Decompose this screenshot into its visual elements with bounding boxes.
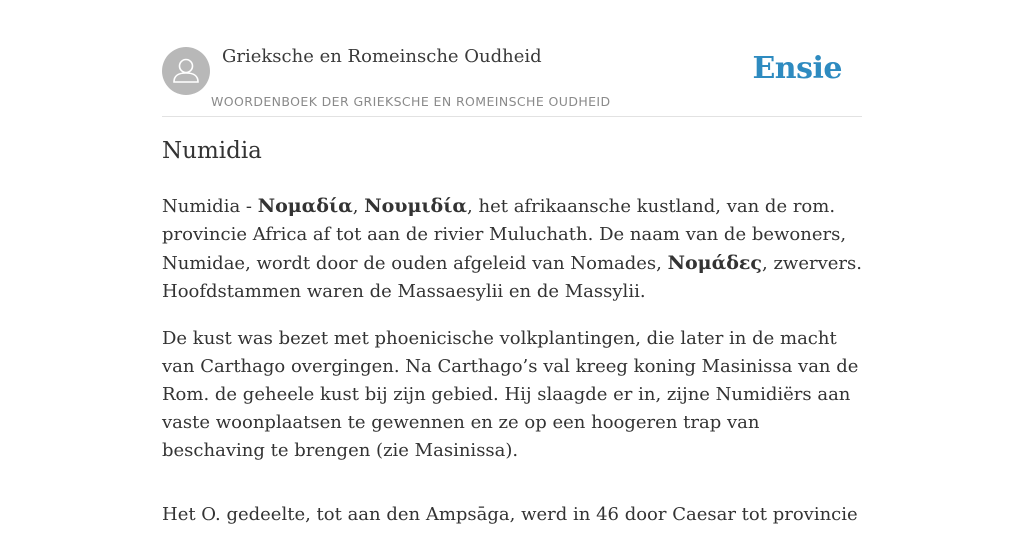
header	[162, 0, 862, 117]
entry-body	[162, 192, 862, 548]
entry-paragraph: De kust was bezet met phoenicische volkplantingen, die later in de macht van Carthago overgingen. Na Carthago’s val kreeg koning Masinissa van de Rom. de geheele kust bij zijn gebied. Hij slaagde er in, zijne Numidiërs aan vaste woonplaatsen te gewennen en ze op een hoogeren trap van beschaving te brengen (zie Masinissa).	[162, 328, 859, 461]
greek-term: Νουμιδία	[364, 195, 468, 217]
entry-title: Numidia	[162, 138, 262, 164]
greek-term: Νομάδες	[667, 252, 762, 274]
source-subtitle: WOORDENBOEK DER GRIEKSCHE EN ROMEINSCHE OUDHEID	[211, 94, 611, 109]
entry-term: Numidia	[162, 196, 241, 217]
user-icon	[162, 47, 210, 95]
page	[162, 0, 862, 525]
entry-paragraph: Het O. gedeelte, tot aan den Ampsāga, werd in 46 door Caesar tot provincie	[162, 504, 858, 525]
source-avatar[interactable]	[162, 47, 210, 95]
brand-logo-link[interactable]: Ensie	[752, 51, 842, 86]
term-dash: -	[240, 196, 258, 217]
entry-paragraph	[162, 192, 862, 306]
greek-term: Νομαδία	[257, 195, 353, 217]
paragraph-text: , het afrikaansche kustland, van de rom. provincie Africa af tot aan de rivier Muluchath. De naam van de bewoners, Numidae, wordt door de ouden afgeleid van Nomades,	[162, 196, 847, 274]
source-title-link[interactable]: Grieksche en Romeinsche Oudheid	[222, 46, 542, 67]
separator: ,	[352, 196, 365, 217]
paragraph-text: , zwervers. Hoofdstammen waren de Massaesylii en de Massylii.	[162, 253, 862, 302]
